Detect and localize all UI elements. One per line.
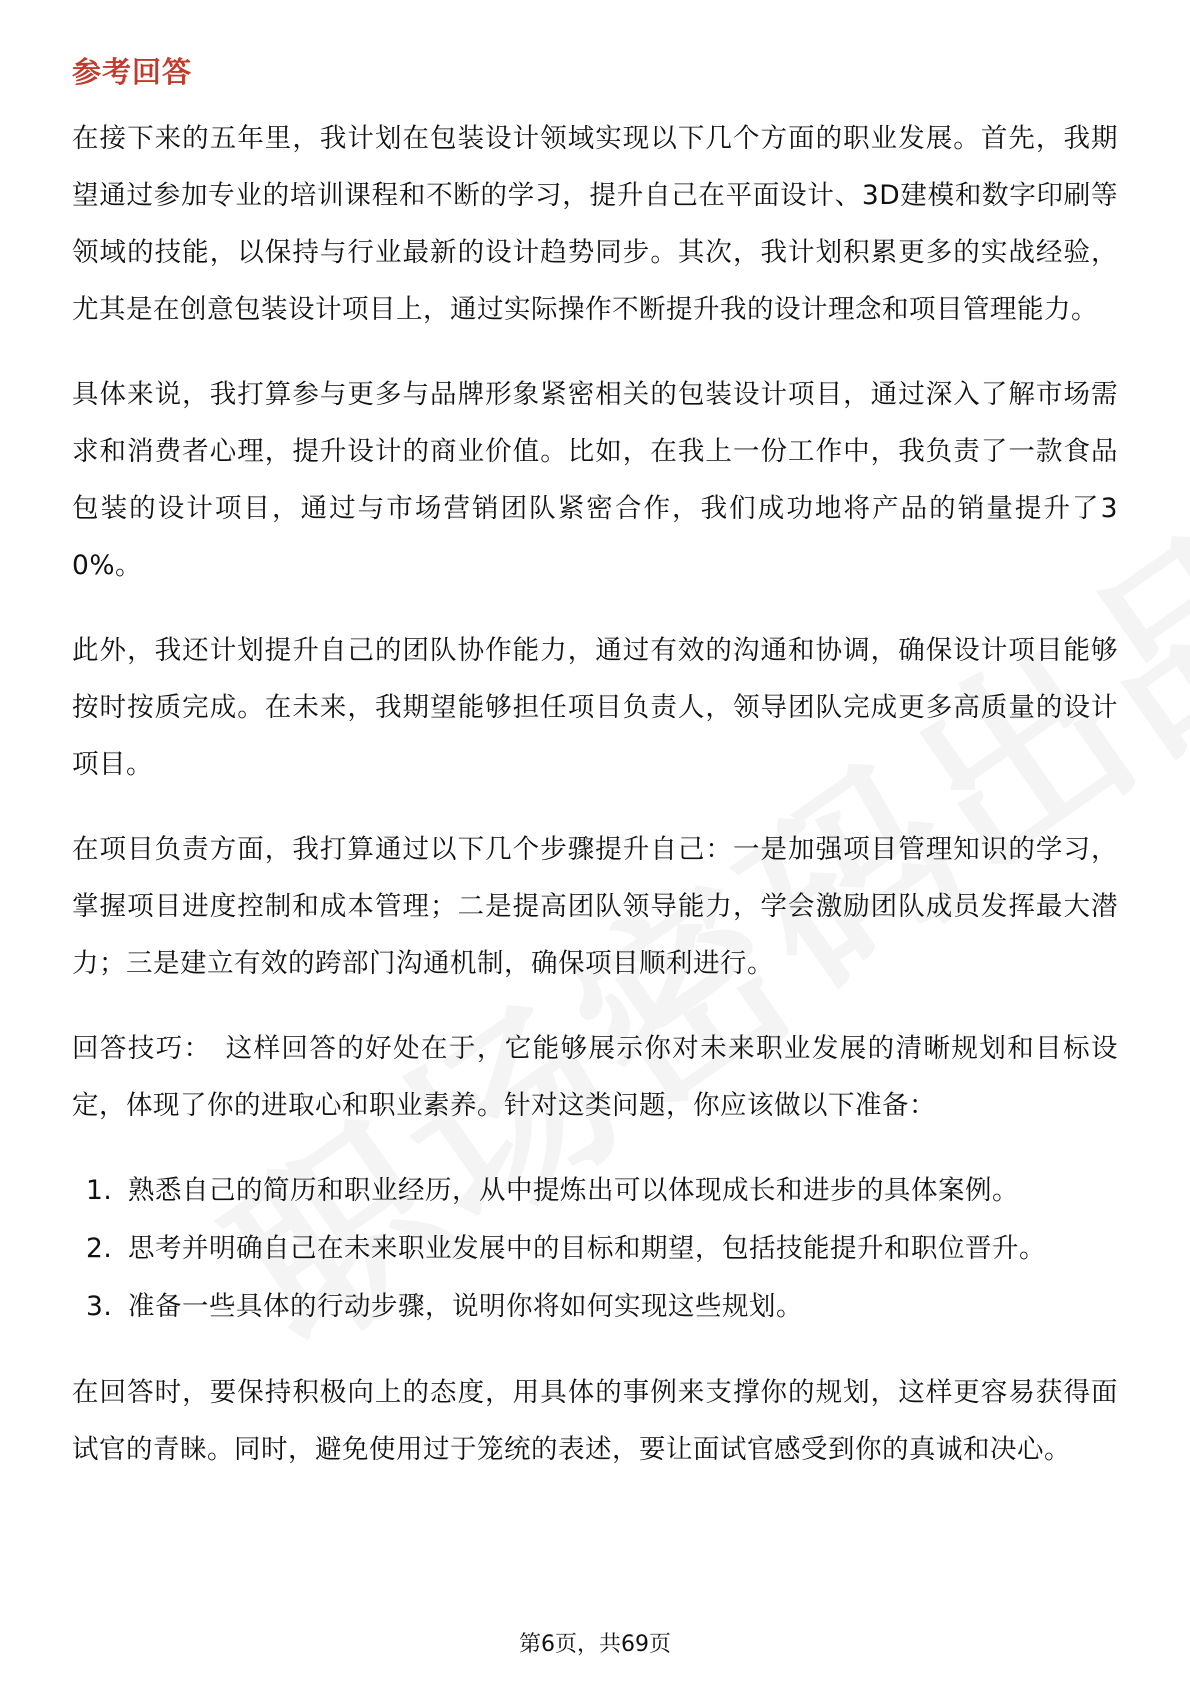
tips-label: 回答技巧： <box>72 1033 212 1064</box>
list-item-text: 熟悉自己的简历和职业经历，从中提炼出可以体现成长和进步的具体案例。 <box>128 1175 1019 1206</box>
closing-paragraph: 在回答时，要保持积极向上的态度，用具体的事例来支撑你的规划，这样更容易获得面试官的青睐。同时，避免使用过于笼统的表述，要让面试官感受到你的真诚和决心。 <box>72 1377 1118 1465</box>
paragraph-4: 在项目负责方面，我打算通过以下几个步骤提升自己：一是加强项目管理知识的学习，掌握项目进度控制和成本管理；二是提高团队领导能力，学会激励团队成员发挥最大潜力；三是建立有效的跨部门沟通机制，确保项目顺利进行。 <box>72 834 1118 979</box>
tips-text: 这样回答的好处在于，它能够展示你对未来职业发展的清晰规划和目标设定，体现了你的进取心和职业素养。针对这类问题，你应该做以下准备： <box>72 1033 1119 1121</box>
list-item-number: 1. <box>86 1175 113 1206</box>
list-item <box>72 1278 1118 1336</box>
paragraph-1: 在接下来的五年里，我计划在包装设计领域实现以下几个方面的职业发展。首先，我期望通过参加专业的培训课程和不断的学习，提升自己在平面设计、3D建模和数字印刷等领域的技能，以保持与行业最新的设计趋势同步。其次，我计划积累更多的实战经验，尤其是在创意包装设计项目上，通过实际操作不断提升我的设计理念和项目管理能力。 <box>72 123 1118 325</box>
section-heading: 参考回答 <box>72 55 193 89</box>
list-item <box>72 1162 1118 1220</box>
page-number: 第6页，共69页 <box>519 1632 671 1657</box>
paragraph-2: 具体来说，我打算参与更多与品牌形象紧密相关的包装设计项目，通过深入了解市场需求和消费者心理，提升设计的商业价值。比如，在我上一份工作中，我负责了一款食品包装的设计项目，通过与市场营销团队紧密合作，我们成功地将产品的销量提升了30%。 <box>72 379 1118 581</box>
list-item-number: 2. <box>86 1233 113 1264</box>
list-item <box>72 1220 1118 1278</box>
list-item-text: 思考并明确自己在未来职业发展中的目标和期望，包括技能提升和职位晋升。 <box>128 1233 1046 1264</box>
paragraph-3: 此外，我还计划提升自己的团队协作能力，通过有效的沟通和协调，确保设计项目能够按时按质完成。在未来，我期望能够担任项目负责人，领导团队完成更多高质量的设计项目。 <box>72 635 1118 780</box>
preparation-list <box>72 1162 1118 1336</box>
list-item-number: 3. <box>86 1291 113 1322</box>
tips-paragraph <box>72 1020 1118 1134</box>
list-item-text: 准备一些具体的行动步骤，说明你将如何实现这些规划。 <box>128 1291 803 1322</box>
